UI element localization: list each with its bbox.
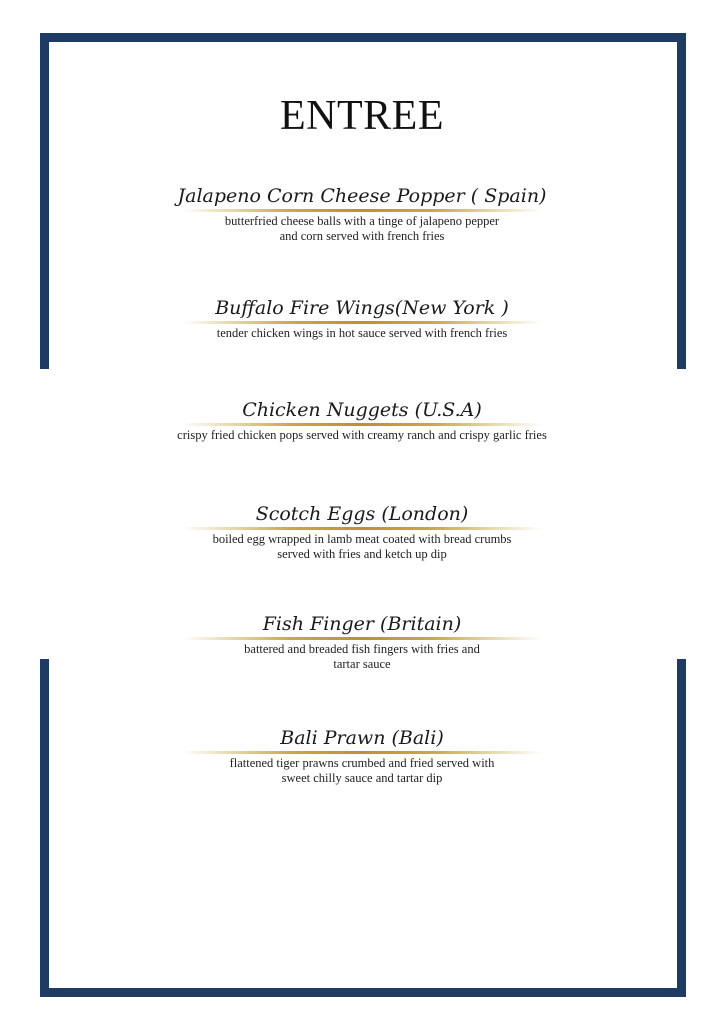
menu-item (0, 612, 724, 672)
menu-item-name: Bali Prawn (Bali) (280, 727, 444, 749)
menu-item (0, 296, 724, 341)
menu-item-description: tender chicken wings in hot sauce served with french fries (216, 326, 508, 340)
menu-item-description: crispy fried chicken pops served with creamy ranch and crispy garlic fries (177, 428, 547, 442)
menu-item (0, 502, 724, 562)
menu-item-description: battered and breaded fish fingers with fries and tartar sauce (244, 642, 480, 671)
menu-item-name: Scotch Eggs (London) (255, 503, 469, 525)
menu-item-name: Fish Finger (Britain) (262, 613, 462, 635)
menu-item (0, 726, 724, 786)
gold-divider (182, 527, 542, 530)
gold-divider (182, 209, 542, 212)
gold-divider (182, 637, 542, 640)
gold-divider (182, 321, 542, 324)
menu-item-name: Chicken Nuggets (U.S.A) (242, 399, 482, 421)
gold-divider (182, 423, 542, 426)
menu-item (0, 398, 724, 443)
page-title: ENTREE (280, 93, 444, 139)
menu-item-description: butterfried cheese balls with a tinge of jalapeno pepper and corn served with french fries (224, 214, 500, 243)
menu-item-name: Buffalo Fire Wings(New York ) (215, 297, 509, 319)
menu-item-description: boiled egg wrapped in lamb meat coated with bread crumbs served with fries and ketch up dip (212, 532, 512, 561)
menu-item-name: Jalapeno Corn Cheese Popper ( Spain) (177, 185, 547, 207)
menu-item (0, 184, 724, 244)
menu-item-description: flattened tiger prawns crumbed and fried served with sweet chilly sauce and tartar dip (229, 756, 495, 785)
gold-divider (182, 751, 542, 754)
border-frame-bottom (40, 659, 686, 997)
